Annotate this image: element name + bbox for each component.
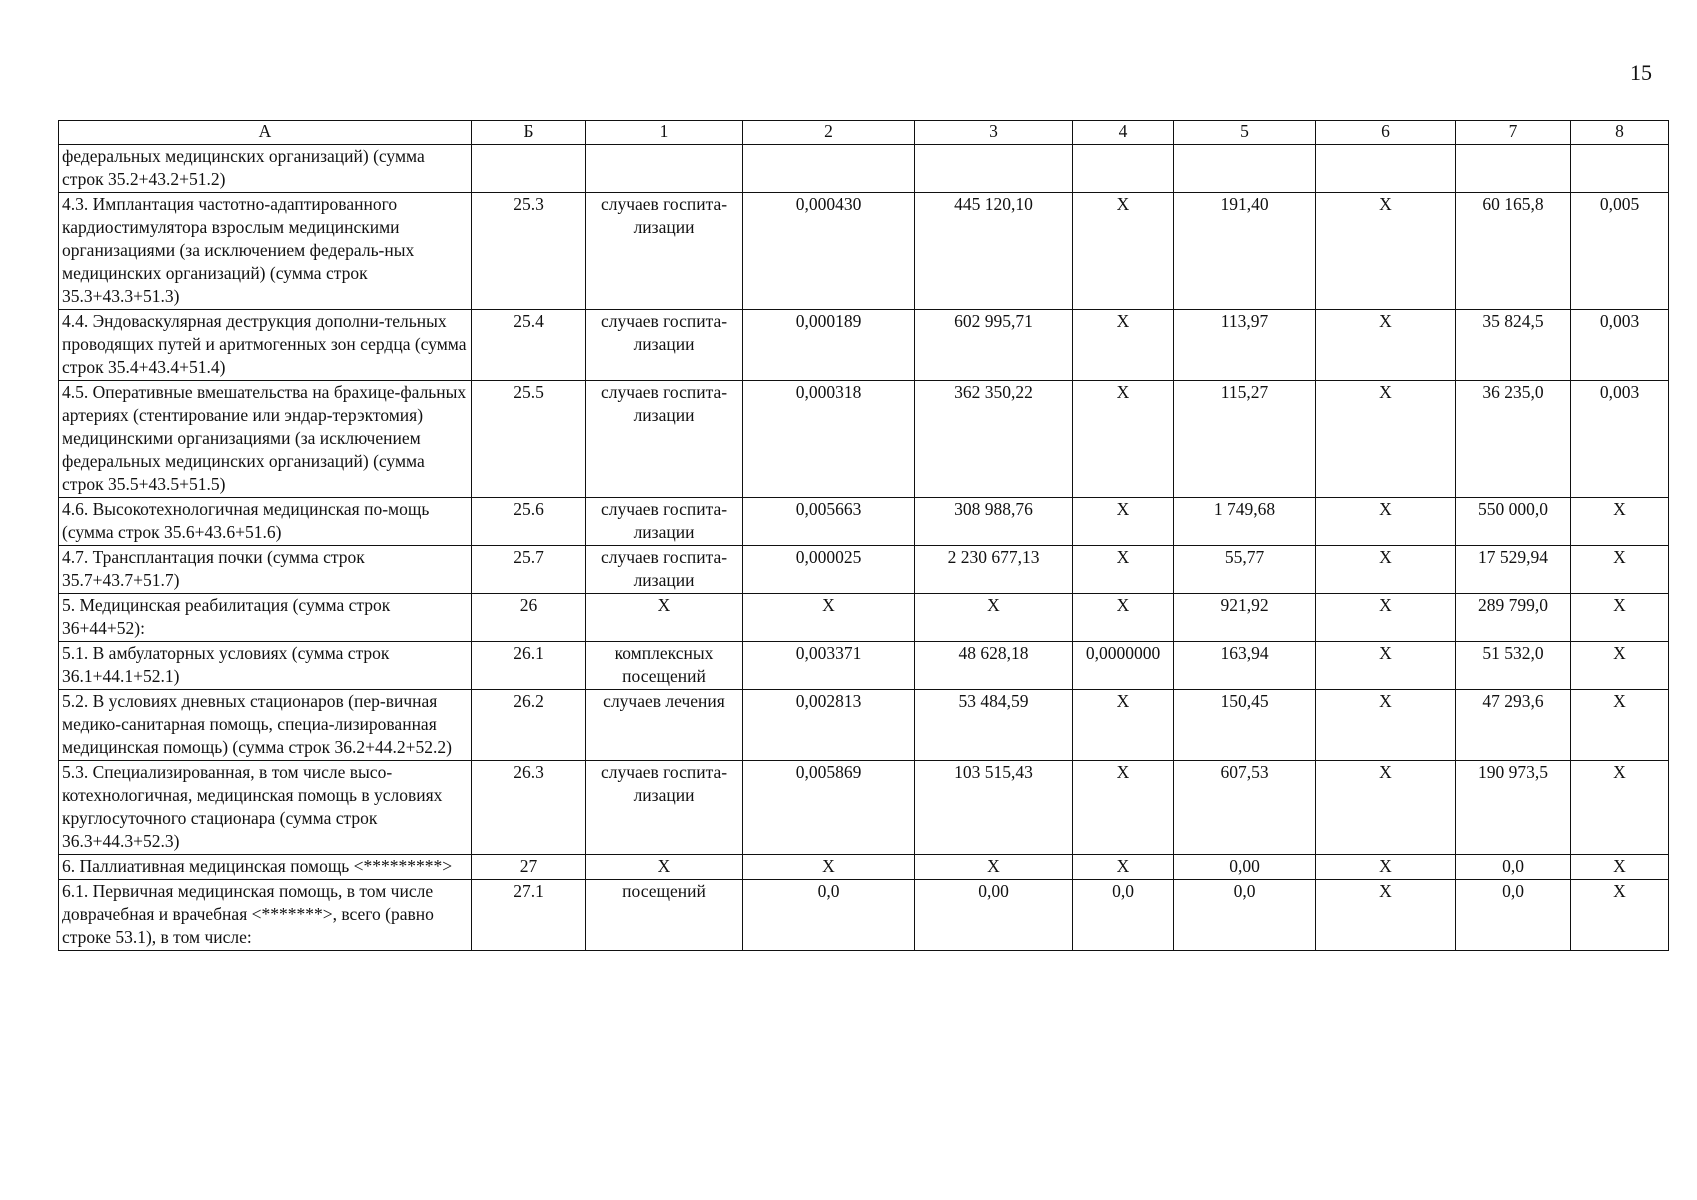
table-cell: 27.1	[472, 880, 586, 951]
table-cell: 25.6	[472, 498, 586, 546]
table-cell: 0,0	[743, 880, 915, 951]
table-cell	[1456, 145, 1571, 193]
table-cell: Х	[586, 855, 743, 880]
table-row	[59, 880, 1669, 951]
row-label-cell: 4.5. Оперативные вмешательства на брахице-фальных артериях (стентирование или эндар-терэктомия) медицинскими организациями (за исключением федеральных медицинских организаций) (сумма строк 35.5+43.5+51.5)	[59, 381, 472, 498]
table-cell: 308 988,76	[915, 498, 1073, 546]
table-cell: 0,00	[915, 880, 1073, 951]
table-cell: Х	[1316, 594, 1456, 642]
table-cell: 35 824,5	[1456, 310, 1571, 381]
table-cell: 25.5	[472, 381, 586, 498]
table-cell: 17 529,94	[1456, 546, 1571, 594]
table-cell: Х	[743, 594, 915, 642]
table-cell: 191,40	[1174, 193, 1316, 310]
table-cell: 25.7	[472, 546, 586, 594]
table-cell: 0,00	[1174, 855, 1316, 880]
table-cell: 0,0000000	[1073, 642, 1174, 690]
table-cell: 150,45	[1174, 690, 1316, 761]
table-row	[59, 642, 1669, 690]
table-cell: случаев госпита-лизации	[586, 310, 743, 381]
table-cell: случаев лечения	[586, 690, 743, 761]
table-cell: случаев госпита-лизации	[586, 498, 743, 546]
table-row	[59, 546, 1669, 594]
table-cell: Х	[1571, 594, 1669, 642]
table-cell: Х	[1571, 855, 1669, 880]
row-label-cell: 6. Паллиативная медицинская помощь <*********>	[59, 855, 472, 880]
table-cell: 27	[472, 855, 586, 880]
table-cell: 1 749,68	[1174, 498, 1316, 546]
table-cell: Х	[1571, 498, 1669, 546]
column-header: 2	[743, 121, 915, 145]
table-cell: 53 484,59	[915, 690, 1073, 761]
table-cell: 0,000318	[743, 381, 915, 498]
table-cell: 0,000189	[743, 310, 915, 381]
table-cell: Х	[1316, 761, 1456, 855]
row-label-cell: 5.2. В условиях дневных стационаров (пер-вичная медико-санитарная помощь, специа-лизированная медицинская помощь) (сумма строк 36.2+44.2+52.2)	[59, 690, 472, 761]
table-row	[59, 381, 1669, 498]
table-cell	[1174, 145, 1316, 193]
table-cell: Х	[1571, 880, 1669, 951]
table-cell: 0,0	[1174, 880, 1316, 951]
table-cell: 602 995,71	[915, 310, 1073, 381]
table-cell: 0,0	[1456, 880, 1571, 951]
table-cell: 0,000025	[743, 546, 915, 594]
row-label-cell: 5. Медицинская реабилитация (сумма строк 36+44+52):	[59, 594, 472, 642]
table-cell: 48 628,18	[915, 642, 1073, 690]
table-cell: Х	[1571, 546, 1669, 594]
table-cell	[1316, 145, 1456, 193]
table-cell: 190 973,5	[1456, 761, 1571, 855]
table-cell: Х	[1073, 690, 1174, 761]
table-cell	[915, 145, 1073, 193]
table-cell	[586, 145, 743, 193]
row-label-cell: 4.6. Высокотехнологичная медицинская по-мощь (сумма строк 35.6+43.6+51.6)	[59, 498, 472, 546]
table-row	[59, 594, 1669, 642]
table-cell: 47 293,6	[1456, 690, 1571, 761]
table-cell: 607,53	[1174, 761, 1316, 855]
table-row	[59, 498, 1669, 546]
table-cell: Х	[915, 594, 1073, 642]
column-header: 7	[1456, 121, 1571, 145]
table-cell: 0,003	[1571, 310, 1669, 381]
row-label-cell: 4.3. Имплантация частотно-адаптированного кардиостимулятора взрослым медицинскими организациями (за исключением федераль-ных медицинских организаций) (сумма строк 35.3+43.3+51.3)	[59, 193, 472, 310]
table-cell: 26.3	[472, 761, 586, 855]
table-cell: 0,005663	[743, 498, 915, 546]
column-header: 8	[1571, 121, 1669, 145]
table-cell: посещений	[586, 880, 743, 951]
table-cell: Х	[1073, 193, 1174, 310]
table-cell: Х	[1316, 381, 1456, 498]
table-cell: комплексных посещений	[586, 642, 743, 690]
table-cell: 0,003371	[743, 642, 915, 690]
table-cell: случаев госпита-лизации	[586, 546, 743, 594]
table-cell: 36 235,0	[1456, 381, 1571, 498]
table-cell: 26.1	[472, 642, 586, 690]
table-header-row	[59, 121, 1669, 145]
table-cell: Х	[1316, 498, 1456, 546]
table-cell: 0,005	[1571, 193, 1669, 310]
row-label-cell: 5.3. Специализированная, в том числе высо-котехнологичная, медицинская помощь в условиях круглосуточного стационара (сумма строк 36.3+44.3+52.3)	[59, 761, 472, 855]
table-cell: 0,003	[1571, 381, 1669, 498]
table-row	[59, 145, 1669, 193]
table-cell: 26.2	[472, 690, 586, 761]
column-header: 3	[915, 121, 1073, 145]
table-cell: Х	[915, 855, 1073, 880]
table-cell: 0,0	[1073, 880, 1174, 951]
table-cell: Х	[1316, 310, 1456, 381]
column-header: 5	[1174, 121, 1316, 145]
table-row	[59, 761, 1669, 855]
table-row	[59, 855, 1669, 880]
table-cell: Х	[1316, 546, 1456, 594]
table-body	[59, 145, 1669, 951]
table-cell: Х	[1571, 642, 1669, 690]
table-cell: Х	[1316, 855, 1456, 880]
table-cell: Х	[1073, 310, 1174, 381]
table-cell: 163,94	[1174, 642, 1316, 690]
data-table	[58, 120, 1669, 951]
table-cell: Х	[1073, 546, 1174, 594]
table-cell: 60 165,8	[1456, 193, 1571, 310]
table-row	[59, 193, 1669, 310]
table-cell	[1073, 145, 1174, 193]
table-cell: Х	[1571, 690, 1669, 761]
table-cell: Х	[1073, 855, 1174, 880]
table-cell: Х	[1571, 761, 1669, 855]
table-cell: Х	[586, 594, 743, 642]
row-label-cell: 4.7. Трансплантация почки (сумма строк 35.7+43.7+51.7)	[59, 546, 472, 594]
table-cell: 2 230 677,13	[915, 546, 1073, 594]
column-header: Б	[472, 121, 586, 145]
table-cell: случаев госпита-лизации	[586, 381, 743, 498]
table-cell: 0,0	[1456, 855, 1571, 880]
row-label-cell: 5.1. В амбулаторных условиях (сумма строк 36.1+44.1+52.1)	[59, 642, 472, 690]
table-row	[59, 310, 1669, 381]
row-label-cell: 6.1. Первичная медицинская помощь, в том числе доврачебная и врачебная <*******>, всего (равно строке 53.1), в том числе:	[59, 880, 472, 951]
table-cell: 0,005869	[743, 761, 915, 855]
table-cell: 0,002813	[743, 690, 915, 761]
column-header: 1	[586, 121, 743, 145]
table-cell: 103 515,43	[915, 761, 1073, 855]
table-cell: случаев госпита-лизации	[586, 193, 743, 310]
table-cell: Х	[1073, 381, 1174, 498]
column-header: А	[59, 121, 472, 145]
table-cell: 921,92	[1174, 594, 1316, 642]
column-header: 6	[1316, 121, 1456, 145]
table-cell: Х	[1073, 594, 1174, 642]
table-cell: 362 350,22	[915, 381, 1073, 498]
table-cell: случаев госпита-лизации	[586, 761, 743, 855]
row-label-cell: федеральных медицинских организаций) (сумма строк 35.2+43.2+51.2)	[59, 145, 472, 193]
table-cell: 445 120,10	[915, 193, 1073, 310]
table-cell	[472, 145, 586, 193]
table-cell: 0,000430	[743, 193, 915, 310]
table-cell: Х	[1316, 642, 1456, 690]
table-cell: 289 799,0	[1456, 594, 1571, 642]
column-header: 4	[1073, 121, 1174, 145]
table-cell: Х	[1316, 690, 1456, 761]
page-number: 15	[1630, 60, 1652, 85]
row-label-cell: 4.4. Эндоваскулярная деструкция дополни-тельных проводящих путей и аритмогенных зон сердца (сумма строк 35.4+43.4+51.4)	[59, 310, 472, 381]
table-cell: 115,27	[1174, 381, 1316, 498]
table-cell	[1571, 145, 1669, 193]
table-cell: Х	[1073, 498, 1174, 546]
table-cell: Х	[1073, 761, 1174, 855]
table-cell: 550 000,0	[1456, 498, 1571, 546]
table-cell: 26	[472, 594, 586, 642]
table-cell: Х	[743, 855, 915, 880]
table-cell: 25.4	[472, 310, 586, 381]
table-cell: 113,97	[1174, 310, 1316, 381]
table-cell: 51 532,0	[1456, 642, 1571, 690]
table-cell: 25.3	[472, 193, 586, 310]
table-cell	[743, 145, 915, 193]
table-row	[59, 690, 1669, 761]
table-cell: 55,77	[1174, 546, 1316, 594]
table-cell: Х	[1316, 880, 1456, 951]
table-cell: Х	[1316, 193, 1456, 310]
